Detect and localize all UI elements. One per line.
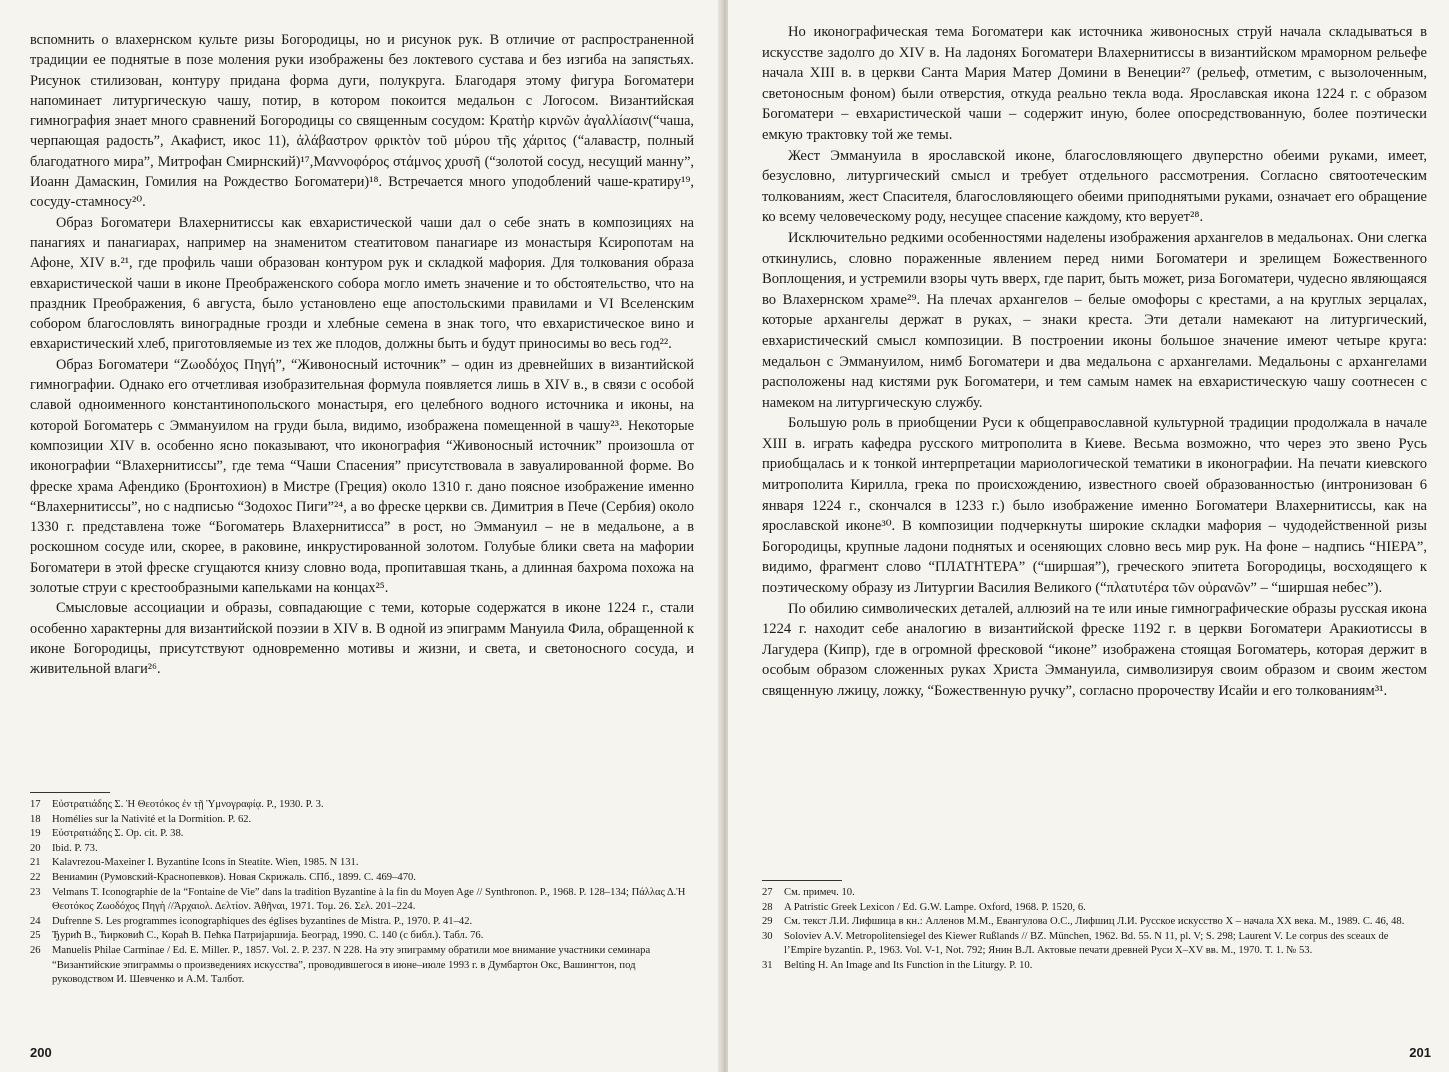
- footnote-number: 18: [30, 813, 41, 825]
- footnote-text: Homélies sur la Nativité et la Dormition. P. 62.: [52, 813, 252, 825]
- footnote-text: Εὐστρατιάδης Σ. Ἡ Θεοτόκος ἐν τῇ Ὑμνογραφίᾳ. P., 1930. P. 3.: [52, 799, 324, 810]
- footnote-text: Kalavrezou-Maxeiner I. Byzantine Icons in Steatite. Wien, 1985. N 131.: [52, 857, 359, 869]
- paragraph: Образ Богоматери “Ζωοδόχος Πηγή”, “Живоносный источник” – один из древнейших в византийской гимнографии. Однако его отчетливая изобразительная формула появляется лишь в XIV в., в связи с особой славой одноименного константинопольского монастыря, его целебного водного источника и иконы, на которой Богоматерь с Эммануилом на груди была, видимо, изображена помещенной в чашу²³. Некоторые композиции XIV в. особенно ясно показывают, что иконография “Живоносный источник” произошла от иконографии “Влахернитиссы”, где тема “Чаши Спасения” присутствовала в завуалированной форме. Во фреске храма Афендико (Бронтохион) в Мистре (Греция) около 1310 г. дано поясное изображение именно “Влахернитиссы”, но с надписью “Зодохос Пиги”²⁴, а во фреске церкви св. Димитрия в Пече (Сербия) около 1330 г. представлена тоже “Богоматерь Влахернитисса” в рост, но Эммануил – не в медальоне, а в роскошном сосуде или, скорее, в раковине, инкрустированной золотом. Голубые блики света на мафории Богоматери в этой фреске сгущаются книзу словно вода, пропитавшая ткань, а длинная бахрома похожа на золотые струи с крестообразными капельками на концах²⁵.: [30, 356, 694, 597]
- footnote-divider: [30, 792, 110, 793]
- footnote-number: 22: [30, 871, 41, 883]
- footnote-number: 20: [30, 842, 41, 854]
- footnote-number: 23: [30, 886, 41, 898]
- footnote-number: 25: [30, 930, 41, 942]
- footnote-text: Dufrenne S. Les programmes iconographiques des églises byzantines de Mistra. P., 1970. P. 41–42.: [52, 915, 473, 927]
- footnote: [30, 827, 692, 842]
- footnote-text: A Patristic Greek Lexicon / Ed. G.W. Lampe. Oxford, 1968. P. 1520, 6.: [784, 901, 1086, 913]
- footnote-divider: [762, 880, 842, 881]
- footnote-text: Ibid. P. 73.: [52, 842, 98, 854]
- left-body-text: [30, 30, 694, 680]
- footnote-number: 27: [762, 887, 773, 898]
- footnote: [762, 886, 1425, 901]
- footnote: [30, 856, 692, 871]
- right-body-text: [762, 22, 1427, 702]
- footnote-text: Εὐστρατιάδης Σ. Op. cit. P. 38.: [52, 828, 184, 840]
- paragraph: По обилию символических деталей, аллюзий на те или иные гимнографические образы русская икона 1224 г. находит себе аналогию в византийской фреске 1192 г. в церкви Богоматери Аракиотиссы в Лагудера (Кипр), где в огромной фресковой “иконе” изображена стоящая Богоматерь, которая держит в особым образом сложенных руках Христа Эммануила, символизируя своим образом и своим жестом священную лжицу, ложку, “Божественную ручку”, согласно пророчеству Исайи и его толкованиям³¹.: [762, 600, 1427, 699]
- paragraph: Смысловые ассоциации и образы, совпадающие с теми, которые содержатся в иконе 1224 г., стали особенно характерны для византийской поэзии в XIV в. В одной из эпиграмм Мануила Фила, обращенной к иконе Богородицы, присутствуют одновременно мотивы и жизни, и света, и светоносного сосуда, и живительной влаги²⁶.: [30, 600, 694, 678]
- left-footnotes: [30, 792, 692, 988]
- footnote-number: 24: [30, 915, 41, 927]
- footnote: [30, 929, 692, 944]
- footnote: [30, 813, 692, 828]
- footnote-text: Ђурић В., Ћирковић С., Кораћ В. Пећка Патријаршија. Београд, 1990. С. 140 (с библ.). Табл. 76.: [52, 930, 484, 942]
- footnote-text: Вениамин (Румовский-Краснопевков). Новая Скрижаль. СПб., 1899. С. 469–470.: [52, 871, 416, 883]
- paragraph: Большую роль в приобщении Руси к общеправославной культурной традиции продолжала в начале XIII в. играть кафедра русского митрополита в Киеве. Весьма возможно, что через это звено Русь приобщалась и к тонкой интерпретации мариологической тематики в иконографии. На печати киевского митрополита Кирилла, грека по происхождению, известного своей образованностью (интронизован 6 января 1224 г., скончался в 1233 г.) было изображение именно Богоматери Влахернитиссы, как на ярославской иконе³⁰. В композиции подчеркнуты широкие складки мафория – чудодейственной ризы Богородицы, крупные ладони поднятых и осеняющих словно весь мир рук. На фоне – надпись “НІЕРА”, видимо, фрагмент слово “ПЛАТНТЕРА” (“ширшая”), греческого эпитета Богородицы, восходящего к поэтическому образу из Литургии Василия Великого (“πλατυτέρα τῶν οὐρανῶν” – “ширшая небес”).: [762, 415, 1427, 597]
- footnote-number: 19: [30, 828, 41, 840]
- paragraph: Образ Богоматери Влахернитиссы как евхаристической чаши дал о себе знать в композициях на панагиях и панагиарах, например на знаменитом стеатитовом панагиаре из монастыря Ксиропотам на Афоне, XIV в.²¹, где профиль чаши образован контуром рук и складкой мафория. Для толкования образа евхаристической чаши в иконе Преображенского собора могло иметь значение и то обстоятельство, что на праздник Преображения, 6 августа, было установлено еще апостольскими правилами и VI Вселенским собором благословлять виноградные грозди и хлебные семена в знак того, что евхаристическое вино и евхаристический хлеб, приготовляемые из тех же плодов, должны быть и будут приносимы во весь год²².: [30, 214, 694, 353]
- paragraph: Жест Эммануила в ярославской иконе, благословляющего двуперстно обеими руками, имеет, безусловно, литургический смысл и требует отдельного рассмотрения. Согласно святоотеческим толкованиям, жест Спасителя, благословляющего обеими приподнятыми руками, означает его обращение ко всему человеческому роду, несущее спасение каждому, кто верует²⁸.: [762, 147, 1427, 226]
- page-number: 200: [30, 1045, 52, 1060]
- footnote: [30, 886, 692, 915]
- footnote: [30, 944, 692, 988]
- left-page: [0, 0, 722, 1072]
- footnote-number: 26: [30, 944, 41, 956]
- footnote-text: Velmans T. Iconographie de la “Fontaine de Vie” dans la tradition Byzantine à la fin du Moyen Age // Synthronon. P., 1968. P. 128–134; Πάλλας Δ.Ἡ Θεοτόκος Ζωοδόχος Πηγὴ //Ἀρχαιολ. Δελτίον. Ἀθῆναι, 1971. Τομ. 26. Σελ. 201–224.: [52, 886, 686, 913]
- footnote-number: 29: [762, 916, 773, 928]
- right-footnotes: [762, 880, 1425, 974]
- paragraph: Исключительно редкими особенностями наделены изображения архангелов в медальонах. Они слегка откинулись, словно пораженные явлением перед ними Богоматери и зрелищем Божественного Воплощения, и устремили взоры чуть вверх, где парит, быть может, риза Богоматери, чудесно являющаяся во Влахернском храме²⁹. На плечах архангелов – белые омофоры с крестами, а на круглых зерцалах, которые архангелы держат в руках, – знаки креста. Эти детали намекают на литургический, евхаристический смысл композиции. В построении иконы большое значение имеют четыре круга: медальон с Эммануилом, нимб Богоматери и два медальона с архангелами. Медальоны с архангелами расположены над кистями рук Богоматери, и тем самым намек на евхаристическую чашу соотнесен с намеком на литургическую службу.: [762, 229, 1427, 411]
- right-page: [728, 0, 1449, 1072]
- footnote-number: 30: [762, 930, 773, 942]
- footnote: [30, 871, 692, 886]
- footnote: [30, 798, 692, 813]
- footnote: [762, 915, 1425, 930]
- footnote-text: Soloviev A.V. Metropolitensiegel des Kiewer Rußlands // BZ. München, 1962. Bd. 55. N 11, pl. V; S. 298; Laurent V. Le corpus des sceaux de l’Empire byzantin. P., 1963. Vol. V-1, Not. 792; Янин В.Л. Актовые печати древней Руси X–XV вв. М., 1970. Т. 1. № 53.: [784, 930, 1389, 957]
- footnote-number: 17: [30, 799, 41, 810]
- footnote-text: Belting H. An Image and Its Function in the Liturgy. P. 10.: [784, 959, 1033, 971]
- footnote: [762, 930, 1425, 959]
- footnote-number: 28: [762, 901, 773, 913]
- footnote-text: См. примеч. 10.: [784, 887, 855, 898]
- paragraph: вспомнить о влахернском культе ризы Богородицы, но и рисунок рук. В отличие от распространенной традиции ее поднятые в позе моления руки изображены без локтевого сустава и без изгиба на запястьях. Рисунок стилизован, контуру придана форма дуги, полукруга. Благодаря этому фигура Богоматери напоминает литургическую чашу, потир, в котором покоится медальон с Логосом. Византийская гимнография знает много сравнений Богородицы со священным сосудом: Κρατὴρ κιρνῶν ἀγαλλίασιν(“чаша, черпающая радость”, Акафист, икос 11), ἀλάβαστρον φρικτὸν τοῦ μύρου τῆς χάριτος (“алавастр, полный благодатного мира”, Митрофан Смирнский)¹⁷,Μαννοφόρος στάμνος χρυσῆ (“золотой сосуд, несущий манну”, Иоанн Дамаскин, Гомилия на Рождество Богоматери)¹⁸. Встречается много уподоблений чаше-кратиру¹⁹, сосуду-стамносу²⁰.: [30, 32, 694, 211]
- footnote: [30, 915, 692, 930]
- paragraph: Но иконографическая тема Богоматери как источника живоносных струй начала складываться в искусстве задолго до XIV в. На ладонях Богоматери Влахернитиссы в византийском мраморном рельефе начала XIII в. в церкви Санта Мария Матер Домини в Венеции²⁷ (рельеф, отметим, с вызолоченным, светоносным фоном) были отверстия, откуда реально текла вода. Ярославская икона 1224 г. с образом Богоматери – евхаристической чаши – содержит иную, более опосредствованную, более поэтически емкую трактовку той же темы.: [762, 24, 1427, 143]
- footnote: [762, 901, 1425, 916]
- footnote-number: 21: [30, 857, 41, 869]
- footnote-text: Manuelis Philae Carminae / Ed. E. Miller. P., 1857. Vol. 2. P. 237. N 228. На эту эпиграмму обратили мое внимание участники семинара “Византийские эпиграммы о произведениях искусства”, проводившегося в июне–июле 1993 г. в Думбартон Окс, Вашингтон, под руководством И. Шевченко и А.М. Талбот.: [52, 944, 651, 986]
- footnote-number: 31: [762, 959, 773, 971]
- page-number: 201: [1409, 1045, 1431, 1060]
- footnote-text: См. текст Л.И. Лифшица в кн.: Алленов М.М., Евангулова О.С., Лифшиц Л.И. Русское искусство X – начала XX века. М., 1989. С. 46, 48.: [784, 916, 1405, 928]
- footnote: [762, 959, 1425, 974]
- footnote: [30, 842, 692, 857]
